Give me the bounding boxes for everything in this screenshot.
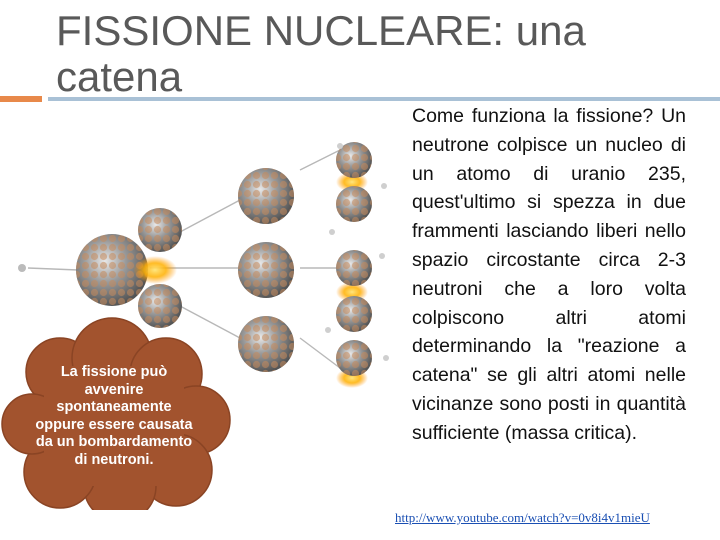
title-accent-bar bbox=[0, 96, 42, 102]
neutron-icon bbox=[18, 264, 26, 272]
neutron-paths bbox=[28, 150, 340, 368]
body-paragraph: Come funziona la fissione? Un neutrone colpisce un nucleo di un atomo di uranio 235, quest'ultimo si spezza in due frammenti lasciando liberi nello spazio circostante circa 2-3 neutroni che a loro volta colpiscono altri atomi determinando la "reazione a catena" se gli altri atomi nelle vicinanze sono posti in quantità sufficiente (massa critica). bbox=[412, 105, 686, 444]
slide-title: FISSIONE NUCLEARE: una catena bbox=[56, 7, 586, 100]
uranium-nucleus-icon bbox=[238, 168, 294, 372]
fission-burst-icon bbox=[133, 256, 177, 284]
callout-text: La fissione può avvenire spontaneamente oppure essere causata da un bombardamento di neutroni. bbox=[35, 364, 193, 468]
video-link[interactable]: http://www.youtube.com/watch?v=0v8i4v1mieU bbox=[395, 510, 650, 525]
